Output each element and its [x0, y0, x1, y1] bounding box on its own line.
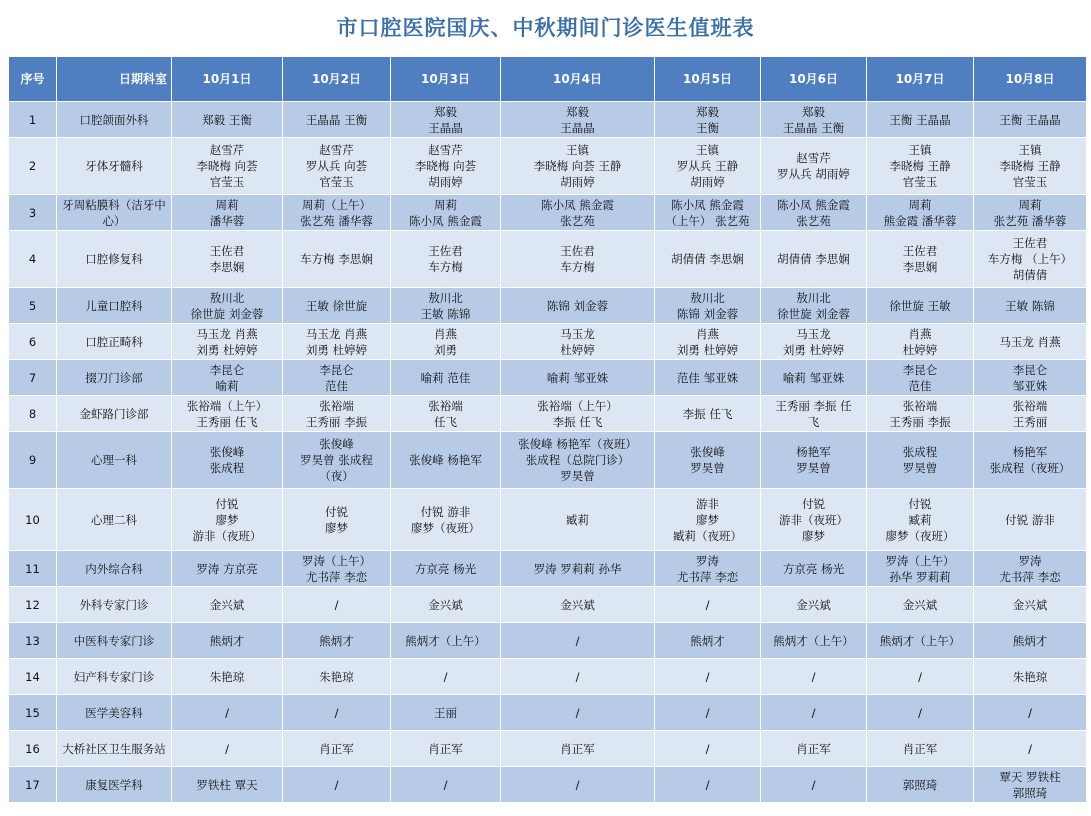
department-cell: 牙周粘膜科（洁牙中心） — [57, 195, 172, 231]
duty-cell: 王佐君 车方梅 — [501, 231, 655, 288]
duty-cell: 肖正军 — [761, 731, 867, 767]
duty-cell: 喻莉 邹亚姝 — [501, 360, 655, 396]
duty-cell: 肖正军 — [867, 731, 974, 767]
duty-cell: 周莉 陈小凤 熊金霞 — [391, 195, 501, 231]
duty-cell: / — [391, 659, 501, 695]
duty-cell: 金兴斌 — [501, 587, 655, 623]
duty-cell: 王佐君 李思娴 — [867, 231, 974, 288]
duty-cell: 马玉龙 杜婷婷 — [501, 324, 655, 360]
duty-cell: 赵雪芹 罗从兵 向荟 官莹玉 — [283, 138, 391, 195]
duty-schedule-table — [8, 56, 1087, 803]
duty-cell: 马玉龙 刘勇 杜婷婷 — [761, 324, 867, 360]
duty-cell: 王佐君 李思娴 — [172, 231, 283, 288]
department-cell: 口腔正畸科 — [57, 324, 172, 360]
duty-cell: 陈小凤 熊金霞 张艺苑 — [501, 195, 655, 231]
table-row — [9, 396, 1087, 432]
duty-cell: 王佐君 车方梅 （上午） 胡倩倩 — [974, 231, 1087, 288]
duty-cell: 王衡 王晶晶 — [974, 102, 1087, 138]
department-cell: 中医科专家门诊 — [57, 623, 172, 659]
duty-cell: 罗涛（上午） 尤书萍 李恋 — [283, 551, 391, 587]
duty-cell: 金兴斌 — [172, 587, 283, 623]
duty-cell: 金兴斌 — [974, 587, 1087, 623]
table-row — [9, 360, 1087, 396]
duty-cell: 李振 任飞 — [655, 396, 761, 432]
duty-cell: / — [501, 659, 655, 695]
duty-cell: 王敏 陈锦 — [974, 288, 1087, 324]
duty-cell: 张裕端 王秀丽 — [974, 396, 1087, 432]
header-cell-date: 10月7日 — [867, 57, 974, 102]
duty-cell: / — [761, 659, 867, 695]
duty-cell: 王衡 王晶晶 — [867, 102, 974, 138]
department-cell: 儿童口腔科 — [57, 288, 172, 324]
row-number-cell: 1 — [9, 102, 57, 138]
duty-cell: 熊炳才（上午） — [761, 623, 867, 659]
row-number-cell: 11 — [9, 551, 57, 587]
table-row — [9, 623, 1087, 659]
duty-cell: / — [172, 695, 283, 731]
duty-cell: 郭照琦 — [867, 767, 974, 803]
header-cell-date: 10月2日 — [283, 57, 391, 102]
duty-cell: 王镇 李晓梅 向荟 王静 胡雨婷 — [501, 138, 655, 195]
duty-cell: 朱艳琼 — [974, 659, 1087, 695]
department-cell: 医学美容科 — [57, 695, 172, 731]
duty-cell: 王镇 李晓梅 王静 官莹玉 — [974, 138, 1087, 195]
duty-cell: 王秀丽 李振 任 飞 — [761, 396, 867, 432]
duty-cell: 敖川北 徐世旋 刘金蓉 — [172, 288, 283, 324]
table-row — [9, 138, 1087, 195]
duty-cell: 陈小凤 熊金霞 张艺苑 — [761, 195, 867, 231]
row-number-cell: 16 — [9, 731, 57, 767]
table-row — [9, 695, 1087, 731]
duty-cell: 李昆仑 范佳 — [867, 360, 974, 396]
duty-cell: / — [867, 695, 974, 731]
table-row — [9, 767, 1087, 803]
duty-cell: / — [501, 623, 655, 659]
duty-cell: / — [501, 695, 655, 731]
duty-cell: / — [501, 767, 655, 803]
duty-cell: 肖正军 — [283, 731, 391, 767]
header-cell-date: 10月4日 — [501, 57, 655, 102]
duty-cell: 罗涛 方京亮 — [172, 551, 283, 587]
duty-cell: 杨艳军 罗昊曾 — [761, 432, 867, 489]
duty-cell: / — [761, 767, 867, 803]
duty-cell: 敖川北 徐世旋 刘金蓉 — [761, 288, 867, 324]
table-row — [9, 731, 1087, 767]
duty-cell: 方京亮 杨光 — [761, 551, 867, 587]
duty-cell: 肖燕 杜婷婷 — [867, 324, 974, 360]
duty-cell: 郑毅 王晶晶 王衡 — [761, 102, 867, 138]
duty-cell: 罗涛 尤书萍 李恋 — [974, 551, 1087, 587]
duty-cell: 付锐 游非 — [974, 489, 1087, 551]
duty-cell: 喻莉 邹亚姝 — [761, 360, 867, 396]
duty-cell: 熊炳才 — [655, 623, 761, 659]
duty-cell: 罗铁柱 覃天 — [172, 767, 283, 803]
row-number-cell: 13 — [9, 623, 57, 659]
duty-cell: / — [655, 731, 761, 767]
duty-cell: 张俊峰 罗昊曾 — [655, 432, 761, 489]
row-number-cell: 4 — [9, 231, 57, 288]
duty-cell: 车方梅 李思娴 — [283, 231, 391, 288]
row-number-cell: 2 — [9, 138, 57, 195]
row-number-cell: 14 — [9, 659, 57, 695]
table-row — [9, 659, 1087, 695]
duty-cell: / — [172, 731, 283, 767]
department-cell: 妇产科专家门诊 — [57, 659, 172, 695]
table-row — [9, 489, 1087, 551]
duty-cell: 王丽 — [391, 695, 501, 731]
page-title: 市口腔医院国庆、中秋期间门诊医生值班表 — [336, 15, 755, 40]
duty-cell: 徐世旋 王敏 — [867, 288, 974, 324]
duty-cell: 郑毅 王衡 — [655, 102, 761, 138]
duty-cell: 周莉 熊金霞 潘华蓉 — [867, 195, 974, 231]
row-number-cell: 15 — [9, 695, 57, 731]
duty-cell: 周莉 张艺苑 潘华蓉 — [974, 195, 1087, 231]
duty-cell: 张裕端（上午） 李振 任飞 — [501, 396, 655, 432]
row-number-cell: 5 — [9, 288, 57, 324]
header-cell-date: 10月5日 — [655, 57, 761, 102]
duty-cell: 覃天 罗铁柱 郭照琦 — [974, 767, 1087, 803]
duty-cell: 金兴斌 — [761, 587, 867, 623]
duty-cell: / — [655, 695, 761, 731]
duty-cell: 付锐 廖梦 游非（夜班） — [172, 489, 283, 551]
header-cell-date: 10月3日 — [391, 57, 501, 102]
duty-cell: 付锐 廖梦 — [283, 489, 391, 551]
duty-cell: 熊炳才 — [283, 623, 391, 659]
duty-cell: 赵雪芹 李晓梅 向荟 官莹玉 — [172, 138, 283, 195]
duty-cell: 李昆仑 范佳 — [283, 360, 391, 396]
duty-cell: 罗涛 尤书萍 李恋 — [655, 551, 761, 587]
duty-cell: / — [974, 695, 1087, 731]
duty-cell: 张裕端（上午） 王秀丽 任飞 — [172, 396, 283, 432]
table-row — [9, 551, 1087, 587]
duty-cell: 王敏 徐世旋 — [283, 288, 391, 324]
duty-cell: 李昆仑 喻莉 — [172, 360, 283, 396]
department-cell: 掇刀门诊部 — [57, 360, 172, 396]
duty-cell: 陈锦 刘金蓉 — [501, 288, 655, 324]
duty-cell: 臧莉 — [501, 489, 655, 551]
duty-cell: 马玉龙 肖燕 刘勇 杜婷婷 — [283, 324, 391, 360]
row-number-cell: 6 — [9, 324, 57, 360]
department-cell: 口腔修复科 — [57, 231, 172, 288]
row-number-cell: 17 — [9, 767, 57, 803]
duty-cell: 胡倩倩 李思娴 — [655, 231, 761, 288]
duty-cell: 罗涛 罗莉莉 孙华 — [501, 551, 655, 587]
duty-cell: 游非 廖梦 臧莉（夜班） — [655, 489, 761, 551]
duty-cell: 张俊峰 杨艳军 — [391, 432, 501, 489]
header-cell-date: 10月1日 — [172, 57, 283, 102]
department-cell: 口腔颌面外科 — [57, 102, 172, 138]
duty-cell: 肖燕 刘勇 — [391, 324, 501, 360]
row-number-cell: 12 — [9, 587, 57, 623]
duty-cell: 金兴斌 — [391, 587, 501, 623]
duty-cell: 赵雪芹 李晓梅 向荟 胡雨婷 — [391, 138, 501, 195]
department-cell: 心理二科 — [57, 489, 172, 551]
department-cell: 康复医学科 — [57, 767, 172, 803]
table-row — [9, 231, 1087, 288]
department-cell: 内外综合科 — [57, 551, 172, 587]
department-cell: 牙体牙髓科 — [57, 138, 172, 195]
header-cell-date-dept: 日期科室 — [57, 57, 172, 102]
duty-cell: 张裕端 王秀丽 李振 — [867, 396, 974, 432]
table-row — [9, 102, 1087, 138]
department-cell: 心理一科 — [57, 432, 172, 489]
table-row — [9, 195, 1087, 231]
duty-cell: 熊炳才（上午） — [867, 623, 974, 659]
duty-cell: / — [283, 695, 391, 731]
duty-cell: / — [867, 659, 974, 695]
duty-cell: 胡倩倩 李思娴 — [761, 231, 867, 288]
row-number-cell: 9 — [9, 432, 57, 489]
row-number-cell: 8 — [9, 396, 57, 432]
duty-cell: 敖川北 王敏 陈锦 — [391, 288, 501, 324]
duty-cell: 朱艳琼 — [283, 659, 391, 695]
duty-cell: 马玉龙 肖燕 — [974, 324, 1087, 360]
duty-cell: / — [761, 695, 867, 731]
header-cell-no: 序号 — [9, 57, 57, 102]
duty-cell: 肖燕 刘勇 杜婷婷 — [655, 324, 761, 360]
duty-cell: 王佐君 车方梅 — [391, 231, 501, 288]
duty-cell: 杨艳军 张成程（夜班） — [974, 432, 1087, 489]
duty-cell: 付锐 游非 廖梦（夜班） — [391, 489, 501, 551]
duty-cell: 熊炳才 — [172, 623, 283, 659]
table-row — [9, 324, 1087, 360]
duty-cell: 张俊峰 张成程 — [172, 432, 283, 489]
header-row — [9, 57, 1087, 102]
duty-cell: / — [283, 767, 391, 803]
duty-cell: 赵雪芹 罗从兵 胡雨婷 — [761, 138, 867, 195]
duty-cell: 周莉 潘华蓉 — [172, 195, 283, 231]
duty-cell: 王晶晶 王衡 — [283, 102, 391, 138]
duty-cell: / — [391, 767, 501, 803]
row-number-cell: 7 — [9, 360, 57, 396]
duty-cell: / — [283, 587, 391, 623]
department-cell: 大桥社区卫生服务站 — [57, 731, 172, 767]
duty-cell: 熊炳才 — [974, 623, 1087, 659]
duty-cell: 方京亮 杨光 — [391, 551, 501, 587]
duty-cell: 付锐 游非（夜班） 廖梦 — [761, 489, 867, 551]
duty-cell: 周莉（上午） 张艺苑 潘华蓉 — [283, 195, 391, 231]
duty-cell: 喻莉 范佳 — [391, 360, 501, 396]
duty-cell: 王镇 李晓梅 王静 官莹玉 — [867, 138, 974, 195]
duty-cell: 张俊峰 罗昊曾 张成程 （夜） — [283, 432, 391, 489]
duty-cell: 敖川北 陈锦 刘金蓉 — [655, 288, 761, 324]
duty-cell: 李昆仑 邹亚姝 — [974, 360, 1087, 396]
table-row — [9, 432, 1087, 489]
duty-cell: 熊炳才（上午） — [391, 623, 501, 659]
header-cell-date: 10月6日 — [761, 57, 867, 102]
duty-cell: 付锐 臧莉 廖梦（夜班） — [867, 489, 974, 551]
duty-cell: 肖正军 — [391, 731, 501, 767]
table-row — [9, 587, 1087, 623]
duty-cell: / — [655, 767, 761, 803]
duty-cell: / — [655, 587, 761, 623]
duty-cell: 张成程 罗昊曾 — [867, 432, 974, 489]
duty-cell: 郑毅 王晶晶 — [391, 102, 501, 138]
duty-cell: 王镇 罗从兵 王静 胡雨婷 — [655, 138, 761, 195]
table-body — [9, 102, 1087, 803]
duty-cell: 范佳 邹亚姝 — [655, 360, 761, 396]
duty-cell: / — [974, 731, 1087, 767]
duty-cell: 张裕端 王秀丽 李振 — [283, 396, 391, 432]
header-cell-date: 10月8日 — [974, 57, 1087, 102]
duty-cell: 张裕端 任飞 — [391, 396, 501, 432]
duty-cell: 金兴斌 — [867, 587, 974, 623]
duty-cell: 马玉龙 肖燕 刘勇 杜婷婷 — [172, 324, 283, 360]
duty-cell: 罗涛（上午） 孙华 罗莉莉 — [867, 551, 974, 587]
row-number-cell: 10 — [9, 489, 57, 551]
duty-cell: / — [655, 659, 761, 695]
duty-cell: 张俊峰 杨艳军（夜班） 张成程（总院门诊） 罗昊曾 — [501, 432, 655, 489]
duty-cell: 陈小凤 熊金霞 （上午） 张艺苑 — [655, 195, 761, 231]
department-cell: 金虾路门诊部 — [57, 396, 172, 432]
duty-cell: 肖正军 — [501, 731, 655, 767]
duty-cell: 朱艳琼 — [172, 659, 283, 695]
department-cell: 外科专家门诊 — [57, 587, 172, 623]
duty-cell: 郑毅 王晶晶 — [501, 102, 655, 138]
table-row — [9, 288, 1087, 324]
row-number-cell: 3 — [9, 195, 57, 231]
duty-cell: 郑毅 王衡 — [172, 102, 283, 138]
